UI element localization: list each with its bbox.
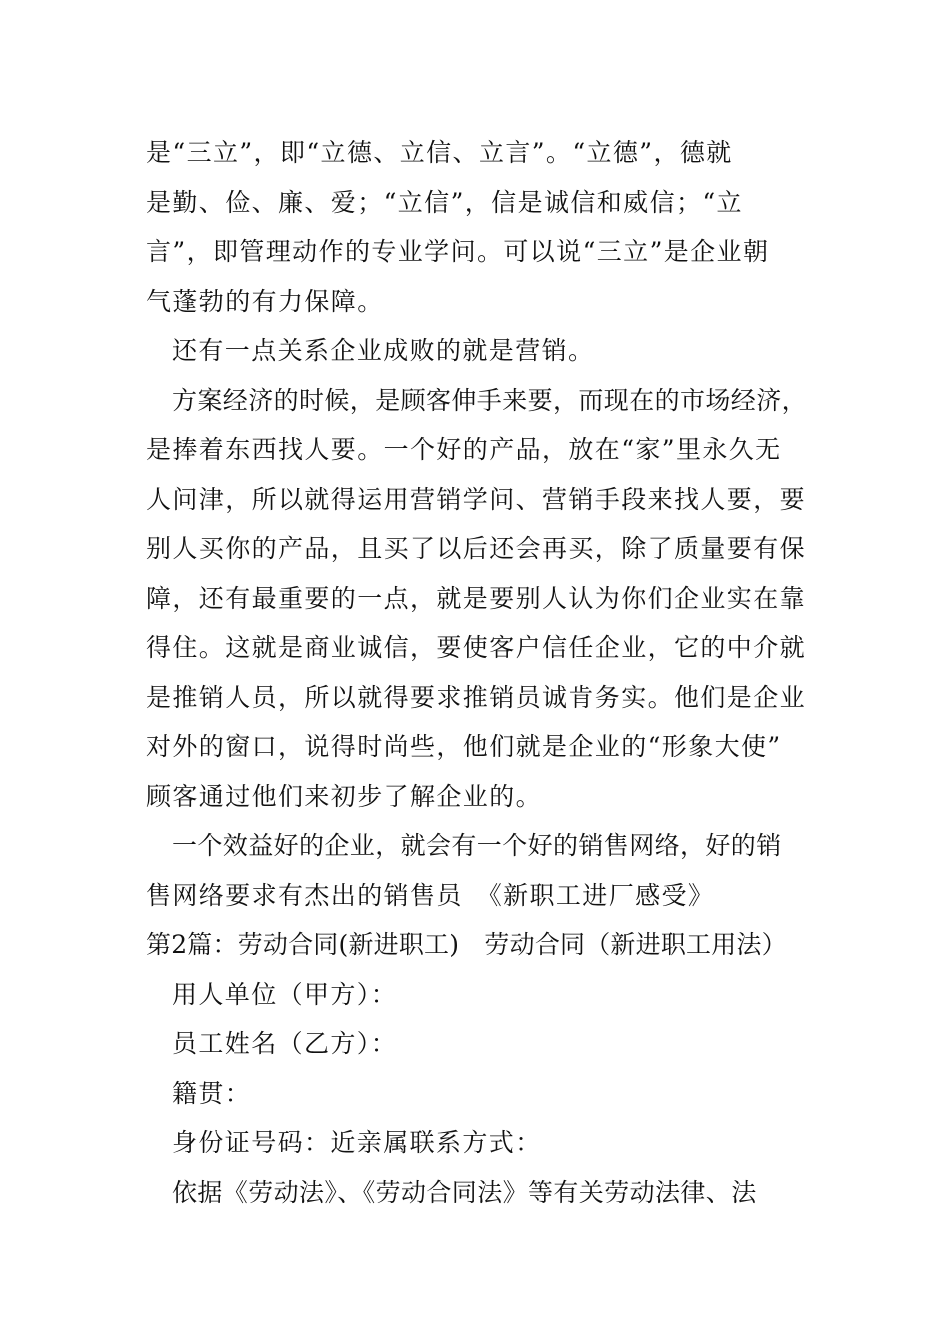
form-field-label: 籍贯： (172, 1078, 252, 1108)
text-line: 障，还有最重要的一点，就是要别人认为你们企业实在靠 (146, 583, 807, 613)
text-line: 是推销人员，所以就得要求推销员诚肯务实。他们是企业 (146, 682, 807, 712)
text-line: 气蓬勃的有力保障。 (146, 286, 384, 316)
text-line: 是捧着东西找人要。一个好的产品，放在“家”里永久无 (146, 435, 782, 464)
paragraph-start-line: 方案经济的时候，是顾客伸手来要，而现在的市场经济， (172, 385, 808, 415)
document-body (146, 128, 806, 1217)
form-field-label: 用人单位（甲方）： (172, 979, 398, 1009)
paragraph-start-line: 还有一点关系企业成败的就是营销。 (172, 336, 595, 365)
text-line: 别人买你的产品，且买了以后还会再买，除了质量要有保 (146, 534, 807, 563)
text-line: 人问津，所以就得运用营销学问、营销手段来找人要，要 (146, 484, 807, 514)
text-line: 言”，即管理动作的专业学问。可以说“三立”是企业朝 (146, 237, 770, 266)
text-line: 顾客通过他们来初步了解企业的。 (146, 781, 543, 811)
text-line: 是勤、俭、廉、爱；“立信”，信是诚信和威信；“立 (146, 187, 743, 217)
form-field-label: 员工姓名（乙方）： (172, 1029, 398, 1058)
text-line: 售网络要求有杰出的销售员 《新职工进厂感受》 (146, 880, 715, 910)
section-heading: 第2篇：劳动合同(新进职工) 劳动合同（新进职工用法） (146, 930, 787, 959)
text-line: 得住。这就是商业诚信，要使客户信任企业，它的中介就 (146, 633, 807, 662)
paragraph-start-line: 一个效益好的企业，就会有一个好的销售网络，好的销 (172, 831, 782, 860)
form-field-label: 身份证号码：近亲属联系方式： (172, 1128, 542, 1157)
text-line: 对外的窗口，说得时尚些，他们就是企业的“形象大使” (146, 732, 782, 761)
text-line: 是“三立”，即“立德、立信、立言”。“立德”，德就 (146, 138, 733, 167)
paragraph-start-line: 依据《劳动法》、《劳动合同法》等有关劳动法律、法 (172, 1177, 757, 1207)
